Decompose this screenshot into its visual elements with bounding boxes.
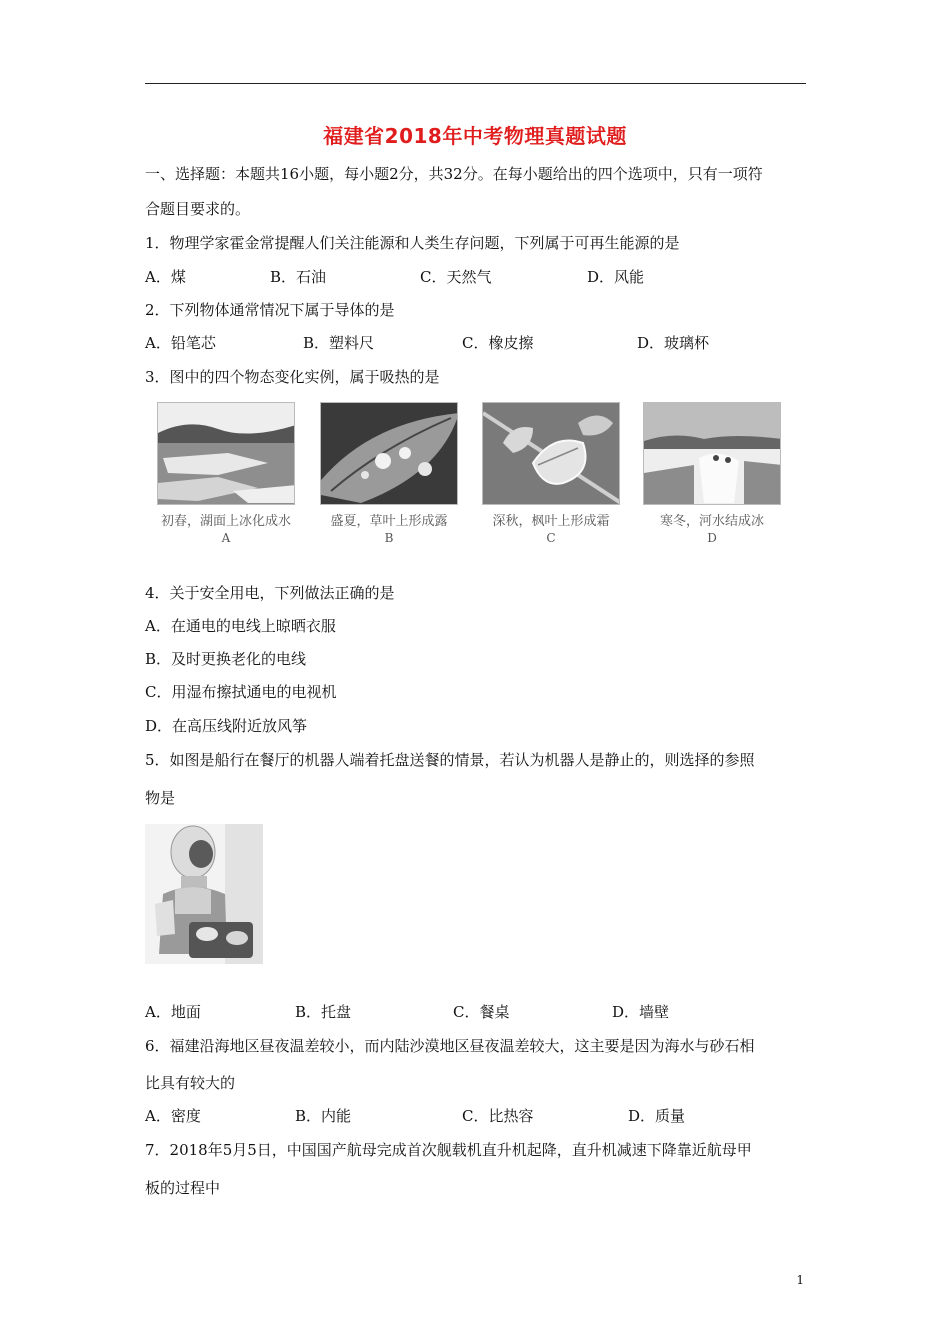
question-5-stem-line1: 5．如图是船行在餐厅的机器人端着托盘送餐的情景，若认为机器人是静止的，则选择的参照 (145, 751, 755, 769)
section-instruction-line1: 一、选择题：本题共16小题，每小题2分，共32分。在每小题给出的四个选项中，只有一项符 (145, 165, 763, 183)
question-5-stem-line2: 物是 (145, 789, 176, 807)
q1-option-d: D．风能 (587, 268, 645, 286)
photo-ice-melting (157, 402, 295, 505)
question-2-stem: 2．下列物体通常情况下属于导体的是 (145, 301, 395, 319)
figure-a-caption: 初春，湖面上冰化成水 (160, 514, 291, 529)
figure-d-letter: D (707, 531, 717, 545)
figure-a (157, 402, 295, 547)
q2-option-a: A．铅笔芯 (145, 334, 216, 352)
q2-option-d: D．玻璃杯 (637, 334, 710, 352)
q6-option-b: B．内能 (295, 1107, 352, 1125)
q4-option-d: D．在高压线附近放风筝 (145, 717, 308, 735)
question-3-stem: 3．图中的四个物态变化实例，属于吸热的是 (145, 368, 440, 386)
question-1-stem: 1．物理学家霍金常提醒人们关注能源和人类生存问题，下列属于可再生能源的是 (145, 234, 680, 252)
photo-dew-on-leaf (320, 402, 458, 505)
q6-option-d: D．质量 (628, 1107, 686, 1125)
page-title: 福建省2018年中考物理真题试题 (323, 124, 627, 148)
photo-frost-on-leaf (482, 402, 620, 505)
q4-option-c: C．用湿布擦拭通电的电视机 (145, 683, 337, 701)
q5-option-a: A．地面 (145, 1003, 201, 1021)
q6-option-c: C．比热容 (462, 1107, 534, 1125)
photo-robot-waiter (145, 824, 263, 964)
q5-option-b: B．托盘 (295, 1003, 352, 1021)
q5-option-d: D．墙壁 (612, 1003, 670, 1021)
figure-d-caption: 寒冬，河水结成冰 (659, 514, 764, 529)
figure-c (482, 402, 620, 547)
q2-option-c: C．橡皮擦 (462, 334, 534, 352)
figure-d (643, 402, 781, 547)
q1-option-a: A．煤 (145, 268, 186, 286)
question-6-stem-line1: 6．福建沿海地区昼夜温差较小，而内陆沙漠地区昼夜温差较大，这主要是因为海水与砂石相 (145, 1037, 755, 1055)
page-number: 1 (796, 1273, 804, 1287)
header-rule (145, 83, 806, 84)
section-instruction-line2: 合题目要求的。 (145, 200, 251, 218)
q1-option-b: B．石油 (270, 268, 327, 286)
question-4-stem: 4．关于安全用电，下列做法正确的是 (145, 584, 395, 602)
figure-b-caption: 盛夏，草叶上形成露 (330, 514, 448, 529)
question-7-stem-line2: 板的过程中 (145, 1179, 221, 1197)
figure-c-letter: C (546, 531, 556, 545)
figure-a-letter: A (221, 531, 231, 545)
q5-option-c: C．餐桌 (453, 1003, 510, 1021)
q2-option-b: B．塑料尺 (303, 334, 375, 352)
figure-b (320, 402, 458, 547)
question-6-stem-line2: 比具有较大的 (145, 1074, 236, 1092)
photo-river-freezing (643, 402, 781, 505)
q6-option-a: A．密度 (145, 1107, 201, 1125)
figure-b-letter: B (384, 531, 394, 545)
q4-option-b: B．及时更换老化的电线 (145, 650, 307, 668)
figure-c-caption: 深秋，枫叶上形成霜 (492, 514, 610, 529)
question-7-stem-line1: 7．2018年5月5日，中国国产航母完成首次舰载机直升机起降，直升机减速下降靠近航母甲 (145, 1141, 752, 1159)
q4-option-a: A．在通电的电线上晾晒衣服 (145, 617, 336, 635)
q1-option-c: C．天然气 (420, 268, 492, 286)
